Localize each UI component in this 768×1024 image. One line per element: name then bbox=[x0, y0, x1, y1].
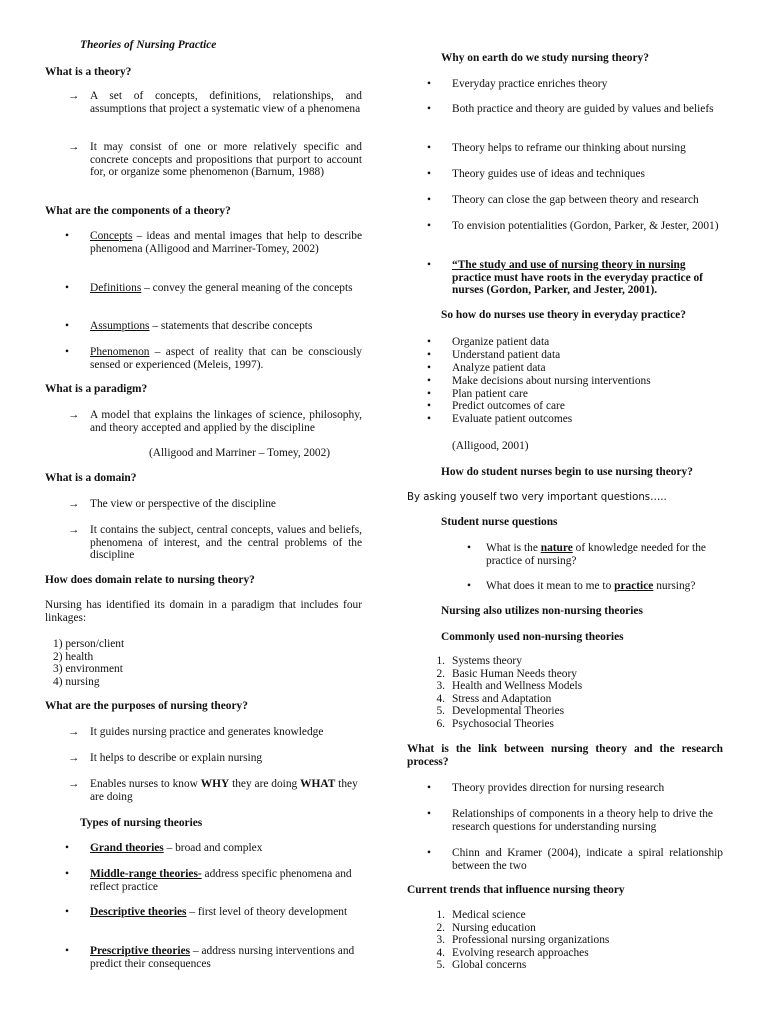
bullet-icon: • bbox=[427, 387, 431, 400]
heading-link: What is the link between nursing theory and the research process? bbox=[407, 743, 723, 768]
heading-paradigm: What is a paradigm? bbox=[45, 383, 148, 395]
list-item-text: Chinn and Kramer (2004), indicate a spiral relationship between the two bbox=[452, 847, 723, 872]
list-item-text: Phenomenon – aspect of reality that can be consciously sensed or experienced (Meleis, 1997). bbox=[90, 346, 362, 371]
bullet-icon: • bbox=[65, 842, 69, 854]
list-item: • Plan patient care bbox=[427, 387, 528, 400]
list-item bbox=[45, 141, 362, 193]
arrow-icon: → bbox=[68, 726, 80, 738]
bullet-icon: • bbox=[427, 348, 431, 361]
list-item-text: It contains the subject, central concepts, values and beliefs, phenomena of interest, and the central problems of the discipline bbox=[90, 524, 362, 562]
list-item-text: Everyday practice enriches theory bbox=[452, 78, 608, 90]
bullet-icon: • bbox=[427, 78, 431, 90]
list-item-text: It helps to describe or explain nursing bbox=[90, 752, 263, 764]
list-item: 1. Medical science bbox=[436, 909, 526, 921]
list-item: 3. Professional nursing organizations bbox=[436, 934, 610, 947]
arrow-icon: → bbox=[68, 90, 80, 102]
list-item: • Understand patient data bbox=[427, 348, 561, 361]
list-item-text: Grand theories – broad and complex bbox=[90, 842, 263, 854]
bullet-icon: • bbox=[65, 320, 69, 332]
bullet-icon: • bbox=[427, 374, 431, 387]
list-item-text: A model that explains the linkages of science, philosophy, and theory accepted and applied by the discipline bbox=[90, 409, 362, 434]
arrow-icon: → bbox=[68, 752, 80, 764]
list-item-text: Theory helps to reframe our thinking about nursing bbox=[452, 142, 686, 154]
list-item: • Organize patient data bbox=[427, 336, 550, 348]
bullet-icon: • bbox=[427, 782, 431, 794]
document-title: Theories of Nursing Practice bbox=[80, 39, 217, 51]
heading-purposes: What are the purposes of nursing theory? bbox=[45, 700, 248, 712]
bullet-icon: • bbox=[427, 336, 431, 348]
list-item: • Analyze patient data bbox=[427, 361, 546, 374]
heading-domain: What is a domain? bbox=[45, 472, 137, 484]
list-item: 2. Basic Human Needs theory bbox=[436, 667, 577, 680]
list-item: 6. Psychosocial Theories bbox=[436, 717, 554, 730]
list-item: • Make decisions about nursing interventions bbox=[427, 374, 651, 387]
list-item: 2. Nursing education bbox=[436, 921, 536, 934]
bullet-icon: • bbox=[427, 808, 431, 820]
list-item-text: What does it mean to me to practice nursing? bbox=[486, 580, 696, 592]
paragraph: Nursing has identified its domain in a paradigm that includes four linkages: bbox=[45, 599, 362, 624]
heading-trends: Current trends that influence nursing theory bbox=[407, 884, 625, 896]
heading-types: Types of nursing theories bbox=[80, 817, 203, 829]
heading-non-nursing: Nursing also utilizes non-nursing theories bbox=[441, 605, 643, 617]
bullet-icon: • bbox=[427, 220, 431, 232]
list-item-text: Assumptions – statements that describe concepts bbox=[90, 320, 313, 332]
list-item-text: Both practice and theory are guided by values and beliefs bbox=[452, 103, 714, 115]
heading-what-is-theory: What is a theory? bbox=[45, 66, 132, 78]
bullet-icon: • bbox=[427, 142, 431, 154]
list-item: 1. Systems theory bbox=[436, 655, 522, 667]
handwritten-note: By asking youself two very important questions….. bbox=[407, 492, 667, 503]
heading-student-questions: Student nurse questions bbox=[441, 516, 558, 528]
bullet-icon: • bbox=[427, 168, 431, 180]
list-item-text: Definitions – convey the general meaning of the concepts bbox=[90, 282, 353, 294]
bullet-icon: • bbox=[427, 847, 431, 859]
arrow-icon: → bbox=[68, 524, 80, 536]
bullet-icon: • bbox=[65, 346, 69, 358]
list-item-text: A set of concepts, definitions, relationships, and assumptions that project a systematic view of a phenomena bbox=[90, 90, 362, 115]
list-item bbox=[45, 90, 362, 130]
list-item-text: It may consist of one or more relatively specific and concrete concepts and propositions that purport to account for, or organize some phenomenon (Barnum, 1988) bbox=[90, 141, 362, 179]
list-item-text: Middle-range theories- address specific phenomena and reflect practice bbox=[90, 868, 352, 893]
arrow-icon: → bbox=[68, 498, 80, 510]
list-item-text: The view or perspective of the discipline bbox=[90, 498, 276, 510]
list-item-text: Concepts – ideas and mental images that help to describe phenomena (Alligood and Marriner-Tomey, 2002) bbox=[90, 230, 362, 255]
heading-common-non-nursing: Commonly used non-nursing theories bbox=[441, 631, 624, 643]
heading-how-use: So how do nurses use theory in everyday practice? bbox=[441, 309, 686, 321]
bullet-icon: • bbox=[427, 413, 431, 426]
heading-domain-relate: How does domain relate to nursing theory? bbox=[45, 574, 255, 586]
list-item: 2) health bbox=[53, 650, 94, 663]
list-item: • Evaluate patient outcomes bbox=[427, 413, 573, 426]
bullet-icon: • bbox=[65, 230, 69, 242]
heading-student: How do student nurses begin to use nursing theory? bbox=[441, 466, 693, 478]
list-item-text: Descriptive theories – first level of theory development bbox=[90, 906, 348, 918]
bullet-icon: • bbox=[427, 259, 431, 271]
list-item: 5. Global concerns bbox=[436, 959, 527, 972]
list-item: 3. Health and Wellness Models bbox=[436, 680, 583, 693]
numbered-list bbox=[407, 909, 723, 972]
arrow-icon: → bbox=[68, 778, 80, 790]
bullet-icon: • bbox=[65, 945, 69, 957]
bullet-icon: • bbox=[65, 282, 69, 294]
bullet-icon: • bbox=[65, 906, 69, 918]
list-item-text: Theory provides direction for nursing research bbox=[452, 782, 665, 794]
bullet-icon: • bbox=[427, 400, 431, 413]
citation: (Alligood, 2001) bbox=[452, 440, 529, 452]
heading-components: What are the components of a theory? bbox=[45, 205, 231, 217]
quote-text: “The study and use of nursing theory in nursing practice must have roots in the everyday practice of nurses (Gordon, Parker, and Jester, 2001). bbox=[452, 259, 703, 297]
bullet-icon: • bbox=[65, 868, 69, 880]
list-item-text: To envision potentialities (Gordon, Parker, & Jester, 2001) bbox=[452, 220, 719, 232]
arrow-icon: → bbox=[68, 409, 80, 421]
bullet-icon: • bbox=[427, 103, 431, 115]
bullet-icon: • bbox=[467, 542, 471, 554]
list-item-text: Theory can close the gap between theory and research bbox=[452, 194, 699, 206]
linkage-list bbox=[53, 638, 124, 688]
list-item-text: Theory guides use of ideas and techniques bbox=[452, 168, 645, 180]
list-item: 3) environment bbox=[53, 663, 123, 676]
list-item-text: What is the nature of knowledge needed for the practice of nursing? bbox=[486, 542, 706, 567]
list-item: 4. Stress and Adaptation bbox=[436, 692, 552, 705]
list-item-text: Enables nurses to know WHY they are doing WHAT they are doing bbox=[90, 778, 358, 803]
heading-why-study: Why on earth do we study nursing theory? bbox=[441, 52, 649, 64]
list-item: 5. Developmental Theories bbox=[436, 705, 565, 718]
citation: (Alligood and Marriner – Tomey, 2002) bbox=[149, 447, 331, 459]
use-list bbox=[407, 336, 723, 426]
bullet-icon: • bbox=[427, 194, 431, 206]
list-item-text: Prescriptive theories – address nursing interventions and predict their consequences bbox=[90, 945, 355, 970]
numbered-list bbox=[407, 655, 723, 731]
arrow-icon: → bbox=[68, 141, 80, 153]
list-item-text: Relationships of components in a theory help to drive the research questions for understanding nursing bbox=[452, 808, 713, 833]
list-item: • Predict outcomes of care bbox=[427, 400, 565, 413]
list-item: 4) nursing bbox=[53, 675, 100, 688]
bullet-icon: • bbox=[427, 361, 431, 374]
list-item: 1) person/client bbox=[53, 638, 125, 650]
list-item: 4. Evolving research approaches bbox=[436, 946, 589, 959]
bullet-icon: • bbox=[467, 580, 471, 592]
list-item-text: It guides nursing practice and generates knowledge bbox=[90, 726, 324, 738]
